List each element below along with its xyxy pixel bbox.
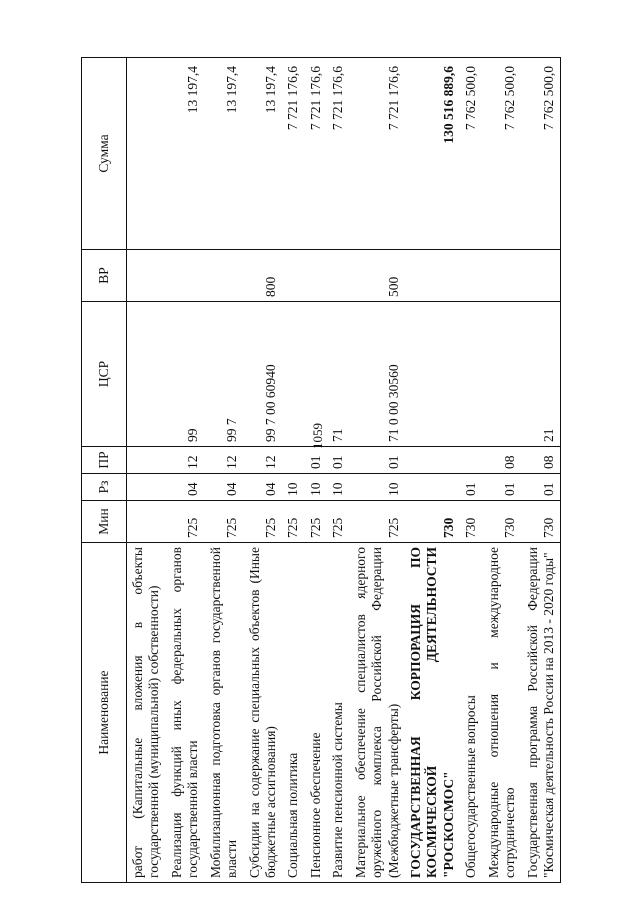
row-csr: 99 [165,302,204,447]
row-csr [126,302,165,447]
row-pr: 01 [349,447,404,474]
row-vr: 500 [349,250,404,302]
header-rz: Рз [81,474,126,501]
row-min: 725 [349,501,404,543]
table-row [327,58,349,883]
row-vr [165,250,204,302]
header-name: Наименование [81,543,126,883]
table-row [204,58,243,883]
row-csr [404,302,459,447]
row-csr [482,302,521,447]
row-rz: 01 [482,474,521,501]
row-rz [126,474,165,501]
row-name: Реализация функций иных федеральных органов государственной власти [165,543,204,883]
row-name: Социальная политика [282,543,304,883]
row-name: Пенсионное обеспечение [304,543,326,883]
row-csr: 99 7 00 60940 [243,302,282,447]
page-number: 1059 [310,423,325,449]
table-row [304,58,326,883]
table-row [349,58,404,883]
table-row [459,58,481,883]
row-name: работ (Капитальные вложения в объекты государственной (муниципальной) собственности) [126,543,165,883]
table-row [482,58,521,883]
row-sum: 7 762 500,0 [459,58,481,250]
row-sum: 7 721 176,6 [327,58,349,250]
row-pr: 01 [304,447,326,474]
row-pr: 12 [204,447,243,474]
header-pr: ПР [81,447,126,474]
header-vr: ВР [81,250,126,302]
row-pr [404,447,459,474]
header-csr: ЦСР [81,302,126,447]
row-csr: 21 [521,302,560,447]
row-csr [459,302,481,447]
row-min [126,501,165,543]
row-sum [126,58,165,250]
row-rz: 04 [165,474,204,501]
row-min: 725 [165,501,204,543]
row-name: Развитие пенсионной системы [327,543,349,883]
row-min: 725 [282,501,304,543]
row-name: Международные отношения и международное сотрудничество [482,543,521,883]
row-pr [282,447,304,474]
budget-table [81,57,561,883]
header-min: Мин [81,501,126,543]
row-min: 730 [404,501,459,543]
row-min: 725 [204,501,243,543]
row-rz: 04 [243,474,282,501]
row-sum: 13 197,4 [243,58,282,250]
table-row [165,58,204,883]
row-vr [404,250,459,302]
row-pr: 12 [165,447,204,474]
row-vr [327,250,349,302]
row-pr: 01 [327,447,349,474]
row-rz: 10 [282,474,304,501]
row-rz [404,474,459,501]
row-rz: 10 [304,474,326,501]
row-min: 730 [482,501,521,543]
row-pr: 08 [482,447,521,474]
row-min: 730 [459,501,481,543]
row-sum: 130 516 889,6 [404,58,459,250]
row-pr [126,447,165,474]
row-name: Субсидии на содержание специальных объектов (Иные бюджетные ассигнования) [243,543,282,883]
table-row [404,58,459,883]
table-row [126,58,165,883]
row-sum: 13 197,4 [204,58,243,250]
row-name: Государственная программа Российской Федерации "Космическая деятельность России на 2013 - 2020 годы" [521,543,560,883]
row-sum: 7 721 176,6 [282,58,304,250]
row-name: Общегосударственные вопросы [459,543,481,883]
row-csr: 71 0 00 30560 [349,302,404,447]
row-pr: 12 [243,447,282,474]
row-vr [459,250,481,302]
row-vr [482,250,521,302]
row-rz: 04 [204,474,243,501]
row-sum: 7 721 176,6 [304,58,326,250]
row-min: 725 [304,501,326,543]
row-vr [126,250,165,302]
row-csr: 99 7 [204,302,243,447]
table-row [243,58,282,883]
row-rz: 10 [349,474,404,501]
row-vr [521,250,560,302]
row-name: Материальное обеспечение специалистов ядерного оружейного комплекса Российской Федерации (Межбюджетные трансферты) [349,543,404,883]
row-rz: 10 [327,474,349,501]
row-sum: 13 197,4 [165,58,204,250]
table-row [521,58,560,883]
row-vr: 800 [243,250,282,302]
row-pr [459,447,481,474]
row-csr: 71 [327,302,349,447]
row-sum: 7 762 500,0 [521,58,560,250]
row-pr: 08 [521,447,560,474]
table-row [282,58,304,883]
row-min: 725 [327,501,349,543]
row-min: 725 [243,501,282,543]
row-sum: 7 762 500,0 [482,58,521,250]
row-vr [304,250,326,302]
table-header-row [81,58,126,883]
row-csr [304,302,326,447]
row-rz: 01 [521,474,560,501]
row-rz: 01 [459,474,481,501]
row-name: Мобилизационная подготовка органов государственной власти [204,543,243,883]
row-csr [282,302,304,447]
row-vr [204,250,243,302]
row-sum: 7 721 176,6 [349,58,404,250]
row-name: ГОСУДАРСТВЕННАЯ КОРПОРАЦИЯ ПО КОСМИЧЕСКОЙ ДЕЯТЕЛЬНОСТИ "РОСКОСМОС" [404,543,459,883]
row-min: 730 [521,501,560,543]
row-vr [282,250,304,302]
header-sum: Сумма [81,58,126,250]
